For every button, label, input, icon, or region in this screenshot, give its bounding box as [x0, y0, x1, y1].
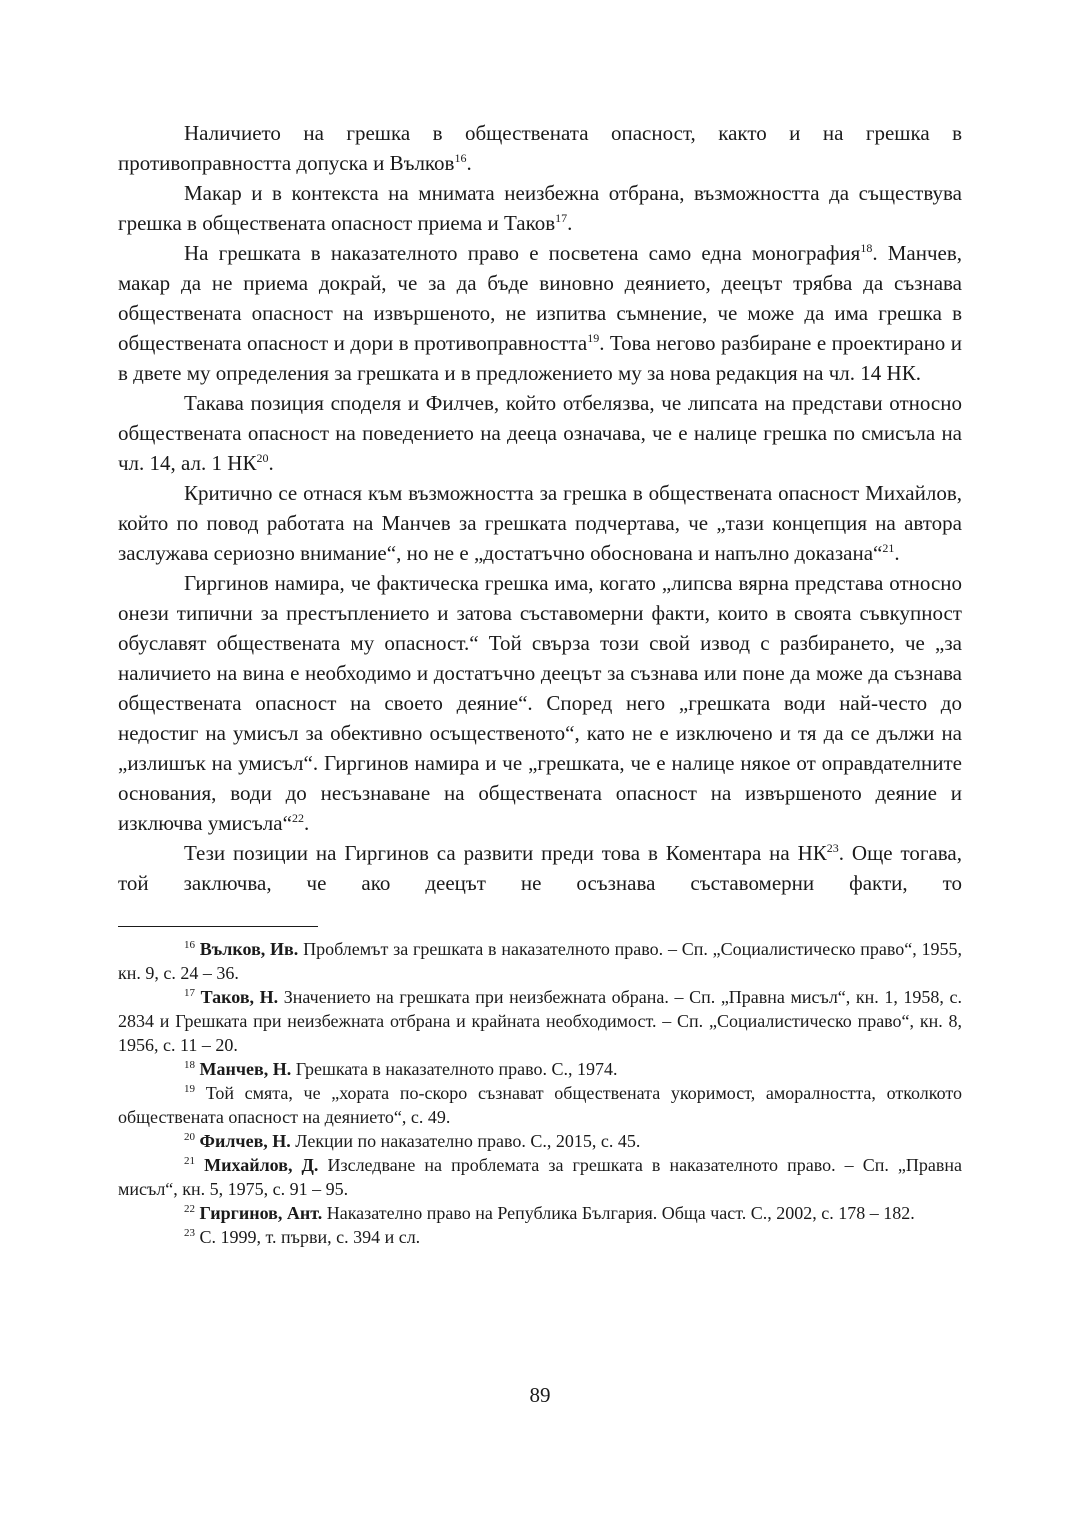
footnote-ref-22[interactable]: 22 [291, 811, 304, 825]
footnote-ref-19[interactable]: 19 [587, 331, 600, 345]
body-text [118, 118, 962, 898]
footnote-ref-23[interactable]: 23 [826, 841, 839, 855]
page [118, 118, 962, 1249]
footnotes [118, 937, 962, 1249]
footnote-ref-18[interactable]: 18 [860, 241, 873, 255]
footnote-16: $^{16}$ Вълков, Ив. Проблемът за грешката в наказателното право. – Сп. „Социалистическо право“, 1955, кн. 9, с. 24 – 36. [118, 939, 962, 983]
paragraph-5: Критично се отнася към възможността за грешка в обществената опасност Михайлов, който по повод работата на Манчев за грешката подчертава, че „тази концепция на автора заслужава сериозно внимание“, но не е „достатъчно обоснована и напълно доказана“$^{21}$. [118, 481, 962, 565]
footnote-18: $^{18}$ Манчев, Н. Грешката в наказателното право. С., 1974. [184, 1059, 618, 1079]
footnote-20: $^{20}$ Филчев, Н. Лекции по наказателно право. С., 2015, с. 45. [184, 1131, 641, 1151]
footnote-ref-17[interactable]: 17 [555, 211, 568, 225]
footnote-21: $^{21}$ Михайлов, Д. Изследване на проблемата за грешката в наказателното право. – Сп. „Правна мисъл“, кн. 5, 1975, с. 91 – 95. [118, 1155, 963, 1199]
footnote-ref-21[interactable]: 21 [882, 541, 895, 555]
paragraph-3: На грешката в наказателното право е посветена само една монография$^{18}$. Манчев, макар да не приема докрай, че за да бъде виновно деянието, деецът трябва да съзнава обществената опасност на извършеното, не изпитва съмнение, че може да има грешка в обществената опасност и дори в противоправността$^{19}$. Това негово разбиране е проектирано и в двете му определения за грешката и в предложението му за нова редакция на чл. 14 НК. [118, 241, 962, 385]
page-number: 89 [529, 1383, 551, 1407]
paragraph-7: Тези позиции на Гиргинов са развити преди това в Коментара на НК$^{23}$. Още тогава, той заключва, че ако деецът не осъзнава съставомерни факти, то [118, 841, 962, 895]
footnote-23: $^{23}$ С. 1999, т. първи, с. 394 и сл. [184, 1227, 421, 1247]
footnote-17: $^{17}$ Таков, Н. Значението на грешката при неизбежната обрана. – Сп. „Правна мисъл“, кн. 1, 1958, с. 2834 и Грешката при неизбежната отбрана и крайната необходимост. – Сп. „Социалистическо право“, кн. 8, 1956, с. 11 – 20. [118, 987, 963, 1055]
footnote-22: $^{22}$ Гиргинов, Ант. Наказателно право на Република България. Обща част. С., 2002, с. 178 – 182. [184, 1203, 915, 1223]
paragraph-1: Наличието на грешка в обществената опасност, както и на грешка в противоправността допуска и Вълков$^{16}$. [118, 121, 962, 175]
footnote-ref-20[interactable]: 20 [256, 451, 269, 465]
paragraph-6: Гиргинов намира, че фактическа грешка има, когато „липсва вярна представа относно онези типични за престъплението и затова съставомерни факти, които в своята съвкупност обуславят обществената му опасност.“ Той свърза този свой извод с разбирането, че „за наличието на вина е необходимо и достатъчно деецът за съзнава или поне да може да съзнава обществената опасност на своето деяние“. Според него „грешката води най-често до недостиг на умисъл за обективно осъщественото“, като не е изключено и тя да се дължи на „излишък на умисъл“. Гиргинов намира и че „грешката, че е налице някое от оправдателните основания, води до несъзнаване на обществената опасност на извършеното деяние и изключва умисъла“$^{22}$. [118, 571, 962, 835]
paragraph-2: Макар и в контекста на мнимата неизбежна отбрана, възможността да съществува грешка в обществената опасност приема и Таков$^{17}$. [118, 181, 962, 235]
footnote-separator [118, 926, 318, 927]
footnote-19: $^{19}$ Той смята, че „хората по-скоро съзнават обществената укоримост, аморалността, отколкото обществената опасност на деянието“, с. 49. [118, 1083, 963, 1127]
paragraph-4: Такава позиция споделя и Филчев, който отбелязва, че липсата на представи относно обществената опасност на поведението на дееца означава, че е налице грешка по смисъла на чл. 14, ал. 1 НК$^{20}$. [118, 391, 962, 475]
footnote-ref-16[interactable]: 16 [454, 151, 467, 165]
